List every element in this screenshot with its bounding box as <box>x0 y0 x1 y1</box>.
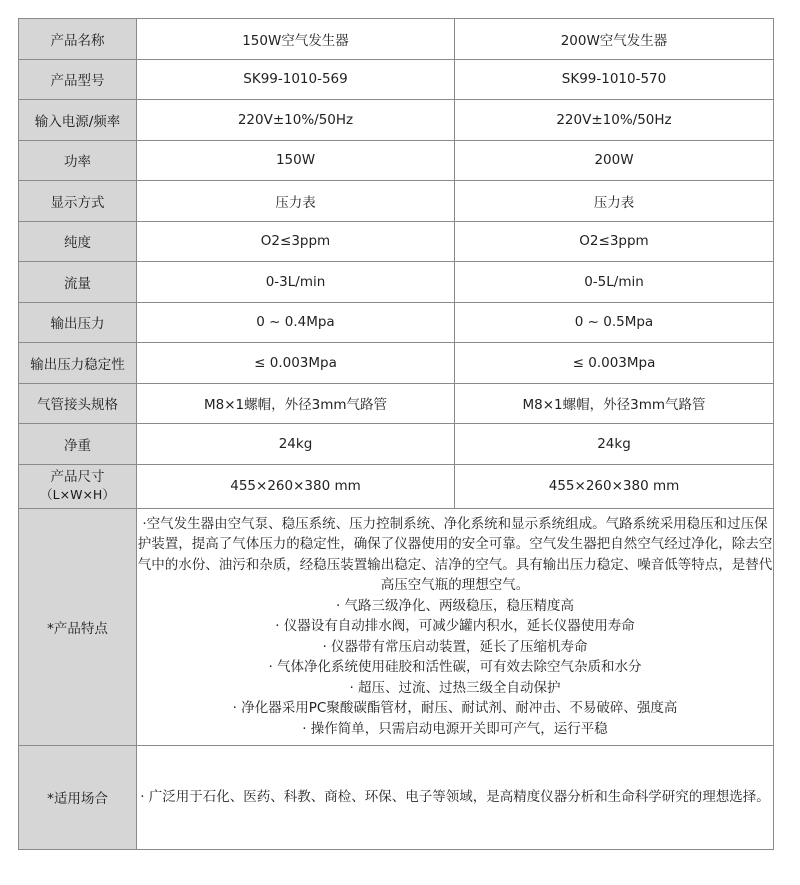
row-label-features: *产品特点 <box>19 508 137 745</box>
cell-value: 455×260×380 mm <box>137 464 455 508</box>
spec-table <box>18 18 774 850</box>
table-row <box>19 343 774 384</box>
table-row <box>19 383 774 424</box>
cell-value: 220V±10%/50Hz <box>455 100 774 141</box>
features-intro: ·空气发生器由空气泵、稳压系统、压力控制系统、净化系统和显示系统组成。气路系统采用稳压和过压保护装置，提高了气体压力的稳定性，确保了仪器使用的安全可靠。空气发生器把自然空气经过净化，除去空气中的水份、油污和杂质，经稳压装置输出稳定、洁净的空气。具有输出压力稳定、噪音低等特点，是替代高压空气瓶的理想空气。 <box>137 515 773 594</box>
cell-value: O2≤3ppm <box>137 221 455 262</box>
cell-value: 220V±10%/50Hz <box>137 100 455 141</box>
cell-value: M8×1螺帽，外径3mm气路管 <box>455 383 774 424</box>
cell-value: 200W空气发生器 <box>455 19 774 60</box>
table-row <box>19 424 774 465</box>
cell-value: 0-5L/min <box>455 262 774 303</box>
cell-value: 150W空气发生器 <box>137 19 455 60</box>
cell-value: 压力表 <box>137 181 455 222</box>
table-row <box>19 508 774 745</box>
row-label-product-name: 产品名称 <box>19 19 137 60</box>
row-label-size <box>19 464 137 508</box>
feature-item: · 超压、过流、过热三级全自动保护 <box>349 679 561 696</box>
cell-value: 24kg <box>455 424 774 465</box>
row-label-net-weight: 净重 <box>19 424 137 465</box>
row-label-power-supply: 输入电源/频率 <box>19 100 137 141</box>
row-label-connector: 气管接头规格 <box>19 383 137 424</box>
size-label-title: 产品尺寸 <box>50 469 105 485</box>
cell-value: 0 ~ 0.5Mpa <box>455 302 774 343</box>
cell-value: 455×260×380 mm <box>455 464 774 508</box>
table-row <box>19 302 774 343</box>
table-row <box>19 140 774 181</box>
feature-item: · 气体净化系统使用硅胶和活性碳，可有效去除空气杂质和水分 <box>268 659 642 676</box>
row-label-model: 产品型号 <box>19 59 137 100</box>
application-text: · 广泛用于石化、医药、科教、商检、环保、电子等领域，是高精度仪器分析和生命科学研究的理想选择。 <box>137 745 774 849</box>
row-label-display: 显示方式 <box>19 181 137 222</box>
feature-item: · 气路三级净化、两级稳压，稳压精度高 <box>335 597 575 614</box>
cell-value: 24kg <box>137 424 455 465</box>
cell-value: 0-3L/min <box>137 262 455 303</box>
cell-value: O2≤3ppm <box>455 221 774 262</box>
feature-item: · 净化器采用PC聚酸碳酯管材，耐压、耐试剂、耐冲击、不易破碎、强度高 <box>232 700 678 717</box>
table-row <box>19 221 774 262</box>
cell-value: ≤ 0.003Mpa <box>137 343 455 384</box>
row-label-purity: 纯度 <box>19 221 137 262</box>
size-label-dims: （L×W×H） <box>40 487 115 502</box>
cell-value: 压力表 <box>455 181 774 222</box>
feature-item: · 仪器带有常压启动装置，延长了压缩机寿命 <box>322 638 588 655</box>
table-row <box>19 181 774 222</box>
table-row <box>19 59 774 100</box>
cell-value: 0 ~ 0.4Mpa <box>137 302 455 343</box>
row-label-output-pressure: 输出压力 <box>19 302 137 343</box>
row-label-power: 功率 <box>19 140 137 181</box>
table-row <box>19 100 774 141</box>
table-row <box>19 464 774 508</box>
cell-value: 200W <box>455 140 774 181</box>
table-row <box>19 262 774 303</box>
cell-value: ≤ 0.003Mpa <box>455 343 774 384</box>
row-label-flow: 流量 <box>19 262 137 303</box>
feature-item: · 仪器设有自动排水阀，可减少罐内积水，延长仪器使用寿命 <box>275 618 635 635</box>
cell-value: 150W <box>137 140 455 181</box>
feature-item: · 操作简单，只需启动电源开关即可产气，运行平稳 <box>302 720 608 737</box>
table-row <box>19 745 774 849</box>
cell-value: SK99-1010-570 <box>455 59 774 100</box>
row-label-application: *适用场合 <box>19 745 137 849</box>
cell-value: M8×1螺帽，外径3mm气路管 <box>137 383 455 424</box>
table-row <box>19 19 774 60</box>
features-cell <box>137 508 774 745</box>
row-label-pressure-stability: 输出压力稳定性 <box>19 343 137 384</box>
cell-value: SK99-1010-569 <box>137 59 455 100</box>
